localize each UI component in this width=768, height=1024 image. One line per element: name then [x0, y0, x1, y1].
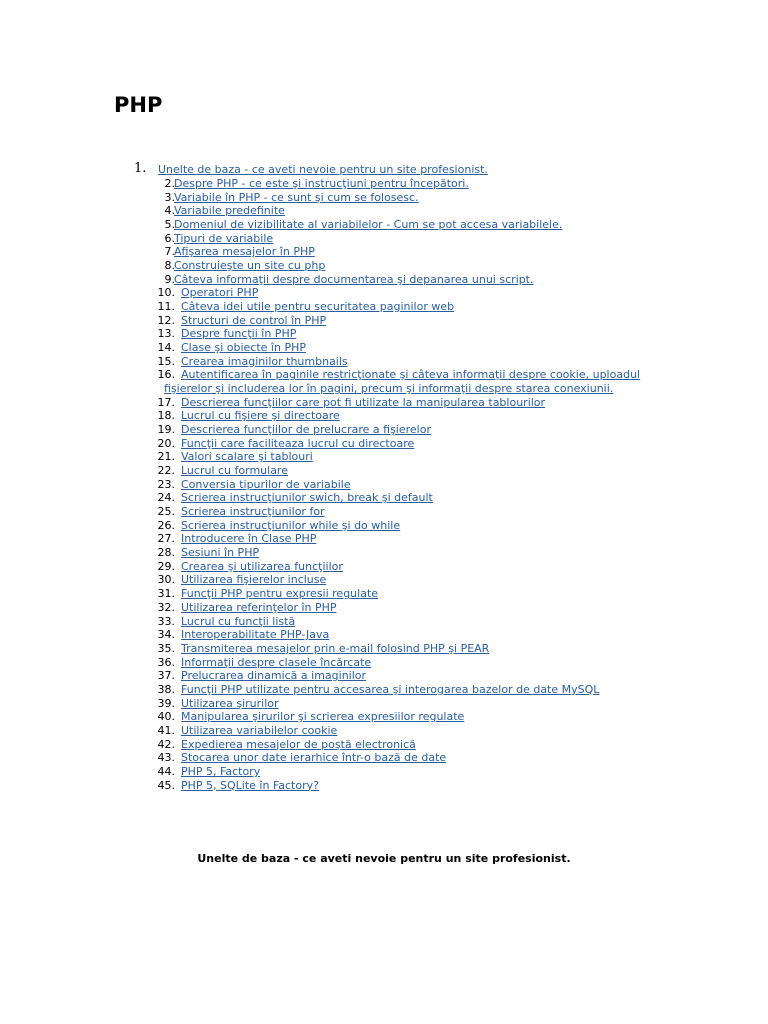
list-item-number-wrap — [0, 546, 175, 560]
toc-link[interactable]: Valori scalare şi tablouri — [181, 450, 313, 464]
toc-link[interactable]: Utilizarea referinţelor în PHP — [181, 600, 337, 614]
list-item-number-wrap — [0, 437, 175, 451]
list-item-number-wrap — [0, 218, 175, 232]
list-item — [0, 560, 768, 574]
toc-link[interactable]: Scrierea instrucţiunilor while şi do while — [181, 518, 401, 532]
toc-link[interactable]: PHP 5, SQLite în Factory? — [181, 778, 319, 792]
list-item-number: 15. — [157, 354, 175, 368]
list-item-number: 34. — [157, 628, 175, 642]
list-item — [0, 450, 768, 464]
list-item-number: 11. — [157, 300, 175, 314]
list-item-number-wrap — [0, 368, 175, 382]
list-item-number: 36. — [157, 655, 175, 669]
toc-link[interactable]: Operatori PHP — [181, 286, 259, 300]
toc-link[interactable]: Câteva idei utile pentru securitatea paginilor web — [181, 300, 455, 314]
list-item-number: 33. — [157, 614, 175, 628]
toc-link[interactable]: Expedierea mesajelor de poştă electronică — [181, 737, 416, 751]
list-item-number-wrap — [0, 314, 175, 328]
toc-link[interactable]: Transmiterea mesajelor prin e-mail folosind PHP şi PEAR — [181, 641, 490, 655]
toc-link[interactable]: Utilizarea variabilelor cookie — [181, 723, 338, 737]
list-item-number-wrap — [0, 300, 175, 314]
list-item-number-wrap — [0, 587, 175, 601]
list-item — [0, 259, 768, 273]
list-item — [0, 286, 768, 300]
toc-link[interactable]: Lucrul cu formulare — [181, 464, 288, 478]
list-item-number-wrap — [0, 450, 175, 464]
list-item-number: 29. — [157, 559, 175, 573]
list-item-number-wrap — [0, 409, 175, 423]
list-item-number: 27. — [157, 532, 175, 546]
toc-link[interactable]: Conversia tipurilor de variabile — [181, 477, 351, 491]
list-item — [0, 519, 768, 533]
list-item — [0, 273, 768, 287]
toc-link[interactable]: Despre PHP - ce este şi instrucţiuni pentru începători. — [174, 177, 469, 190]
list-item-number: 1. — [134, 161, 147, 176]
toc-link[interactable]: Afişarea mesajelor în PHP — [174, 245, 315, 259]
toc-link[interactable]: Introducere în Clase PHP — [181, 532, 317, 546]
list-item-number-wrap — [0, 396, 175, 410]
list-item-number: 23. — [157, 477, 175, 491]
toc-link[interactable]: Scrierea instrucţiunilor for — [181, 505, 325, 519]
list-item-number: 39. — [157, 696, 175, 710]
list-item — [0, 738, 768, 752]
list-item-number: 25. — [157, 505, 175, 519]
list-item — [0, 218, 768, 232]
list-item — [0, 161, 768, 177]
list-item-number: 44. — [157, 764, 175, 778]
list-item-number-wrap — [0, 232, 175, 246]
list-item-number: 18. — [157, 409, 175, 423]
list-item — [0, 656, 768, 670]
list-item — [0, 642, 768, 656]
list-item-number-wrap — [0, 765, 175, 779]
list-item-number-wrap — [0, 491, 175, 505]
list-item-number-wrap — [0, 327, 175, 341]
list-item-number: 43. — [157, 751, 175, 765]
list-item-number: 42. — [157, 737, 175, 751]
list-item — [0, 232, 768, 246]
list-item-number: 28. — [157, 546, 175, 560]
list-item-number-wrap — [0, 505, 175, 519]
list-item-number-wrap — [0, 724, 175, 738]
list-item-number: 21. — [157, 450, 175, 464]
list-item-number-wrap — [0, 656, 175, 670]
list-item-number: 3. — [164, 190, 175, 204]
list-item-number-wrap — [0, 710, 175, 724]
toc-link[interactable]: Stocarea unor date ierarhice într-o bază de date — [181, 751, 447, 765]
list-item — [0, 464, 768, 478]
toc-link-continuation[interactable]: fişierelor şi includerea lor în pagini, precum şi informaţii despre starea conexiunii. — [164, 382, 614, 396]
list-item-number-wrap — [0, 697, 175, 711]
list-item-number: 37. — [157, 669, 175, 683]
list-item-number: 32. — [157, 600, 175, 614]
toc-link[interactable]: Despre funcţii în PHP — [181, 327, 297, 341]
list-item-number-wrap — [0, 751, 175, 765]
list-item-number-wrap — [0, 642, 175, 656]
list-item-number: 17. — [157, 395, 175, 409]
list-item-number: 14. — [157, 341, 175, 355]
list-item-number: 12. — [157, 313, 175, 327]
list-item-number: 9. — [164, 272, 175, 286]
list-item — [0, 355, 768, 369]
list-item-number: 20. — [157, 436, 175, 450]
list-item-number-wrap — [0, 573, 175, 587]
list-item-number-wrap — [0, 519, 175, 533]
list-item-number: 5. — [164, 218, 175, 232]
toc-link[interactable]: Utilizarea şirurilor — [181, 696, 279, 710]
list-item-number: 26. — [157, 518, 175, 532]
list-item-number-wrap — [0, 341, 175, 355]
toc-link[interactable]: Utilizarea fişierelor incluse — [181, 573, 327, 587]
list-item-number-wrap — [0, 560, 175, 574]
list-item-number-wrap — [0, 259, 175, 273]
toc-link[interactable]: Câteva informaţii despre documentarea şi depanarea unui script. — [174, 272, 534, 286]
list-item — [0, 546, 768, 560]
list-item — [0, 409, 768, 423]
list-item-number-wrap — [0, 355, 175, 369]
toc-link[interactable]: Autentificarea în paginile restricţionate şi câteva informaţii despre cookie, uploadul — [181, 368, 641, 382]
list-item — [0, 710, 768, 724]
list-item-number: 8. — [164, 259, 175, 273]
toc-link[interactable]: Structuri de control în PHP — [181, 313, 327, 327]
list-item — [0, 177, 768, 191]
list-item-number-wrap — [0, 628, 175, 642]
list-item-number-wrap — [0, 669, 175, 683]
toc-link[interactable]: Crearea imaginilor thumbnails — [181, 354, 348, 368]
list-item — [0, 505, 768, 519]
list-item — [0, 587, 768, 601]
list-item-number: 10. — [157, 286, 175, 300]
toc-link[interactable]: Clase şi obiecte în PHP — [181, 341, 306, 355]
list-item — [0, 368, 768, 395]
list-item-number: 41. — [157, 723, 175, 737]
list-item — [0, 697, 768, 711]
list-item — [0, 683, 768, 697]
list-item-number: 6. — [164, 231, 175, 245]
list-item-number-wrap — [0, 601, 175, 615]
list-item — [0, 669, 768, 683]
toc-link[interactable]: Scrierea instrucţiunilor swich, break şi default — [181, 491, 433, 505]
list-item — [0, 300, 768, 314]
list-item — [0, 314, 768, 328]
table-of-contents — [0, 161, 768, 792]
toc-link[interactable]: Unelte de baza - ce aveti nevoie pentru un site profesionist. — [158, 163, 488, 176]
list-item — [0, 478, 768, 492]
list-item-number: 35. — [157, 641, 175, 655]
section-heading: Unelte de baza - ce aveti nevoie pentru un site profesionist. — [197, 852, 571, 865]
toc-link[interactable]: Variabile predefinite — [174, 204, 285, 218]
list-item — [0, 341, 768, 355]
list-item-number-wrap — [0, 273, 175, 287]
list-item — [0, 765, 768, 779]
toc-link[interactable]: Manipularea şirurilor şi scrierea expresiilor regulate — [181, 710, 465, 724]
list-item-number: 45. — [157, 778, 175, 792]
list-item-number: 2. — [164, 177, 175, 190]
list-item-number: 31. — [157, 587, 175, 601]
list-item-number-wrap — [0, 532, 175, 546]
list-item — [0, 204, 768, 218]
toc-link[interactable]: Descrierea funcţiilor de prelucrare a fişierelor — [181, 423, 431, 437]
toc-link[interactable]: Funcţii care faciliteaza lucrul cu directoare — [181, 436, 415, 450]
list-item-number-wrap — [0, 615, 175, 629]
list-item-number-wrap — [0, 191, 175, 205]
list-item — [0, 779, 768, 793]
list-item — [0, 615, 768, 629]
list-item-number: 7. — [164, 245, 175, 259]
list-item-number: 19. — [157, 423, 175, 437]
page-title: PHP — [114, 93, 163, 117]
list-item-number: 30. — [157, 573, 175, 587]
list-item — [0, 327, 768, 341]
list-item — [0, 628, 768, 642]
toc-link[interactable]: PHP 5, Factory — [181, 764, 261, 778]
list-item-number: 24. — [157, 491, 175, 505]
list-item — [0, 245, 768, 259]
list-item-number-wrap — [0, 423, 175, 437]
list-item-number-wrap — [0, 464, 175, 478]
list-item — [0, 532, 768, 546]
toc-link[interactable]: Tipuri de variabile — [174, 231, 274, 245]
list-item — [0, 724, 768, 738]
list-item — [0, 751, 768, 765]
toc-link[interactable]: Construieşte un site cu php — [174, 259, 326, 273]
toc-link[interactable]: Lucrul cu fişiere şi directoare — [181, 409, 340, 423]
toc-link[interactable]: Interoperabilitate PHP-Java — [181, 628, 330, 642]
toc-link[interactable]: Domeniul de vizibilitate al variabilelor - Cum se pot accesa variabilele. — [174, 218, 563, 232]
toc-link[interactable]: Prelucrarea dinamică a imaginilor — [181, 669, 367, 683]
list-item — [0, 423, 768, 437]
list-item-number-wrap — [0, 779, 175, 793]
list-item — [0, 491, 768, 505]
toc-link[interactable]: Funcţii PHP utilizate pentru accesarea şi interogarea bazelor de date MySQL — [181, 682, 600, 696]
list-item-number: 13. — [157, 327, 175, 341]
list-item-number-wrap — [0, 738, 175, 752]
list-item-number-wrap — [0, 683, 175, 697]
list-item-number-wrap — [0, 204, 175, 218]
list-item-number: 4. — [164, 204, 175, 218]
toc-link[interactable]: Crearea şi utilizarea funcţiilor — [181, 559, 343, 573]
toc-link[interactable]: Descrierea funcţiilor care pot fi utilizate la manipularea tablourilor — [181, 395, 546, 409]
toc-link[interactable]: Variabile în PHP - ce sunt şi cum se folosesc. — [174, 190, 419, 204]
list-item — [0, 191, 768, 205]
list-item — [0, 437, 768, 451]
toc-link[interactable]: Funcţii PHP pentru expresii regulate — [181, 587, 379, 601]
list-item-number-wrap — [0, 245, 175, 259]
list-item — [0, 601, 768, 615]
toc-link[interactable]: Lucrul cu funcţii listă — [181, 614, 296, 628]
list-item-number-wrap — [0, 478, 175, 492]
list-item-number: 22. — [157, 464, 175, 478]
list-item-number-wrap — [0, 286, 175, 300]
list-item-number-wrap — [0, 177, 175, 191]
toc-link[interactable]: Sesiuni în PHP — [181, 546, 260, 560]
toc-link[interactable]: Informaţii despre clasele încărcate — [181, 655, 372, 669]
list-item-number: 40. — [157, 710, 175, 724]
list-item-number: 16. — [157, 368, 175, 382]
list-item — [0, 396, 768, 410]
list-item-number: 38. — [157, 682, 175, 696]
list-item — [0, 573, 768, 587]
